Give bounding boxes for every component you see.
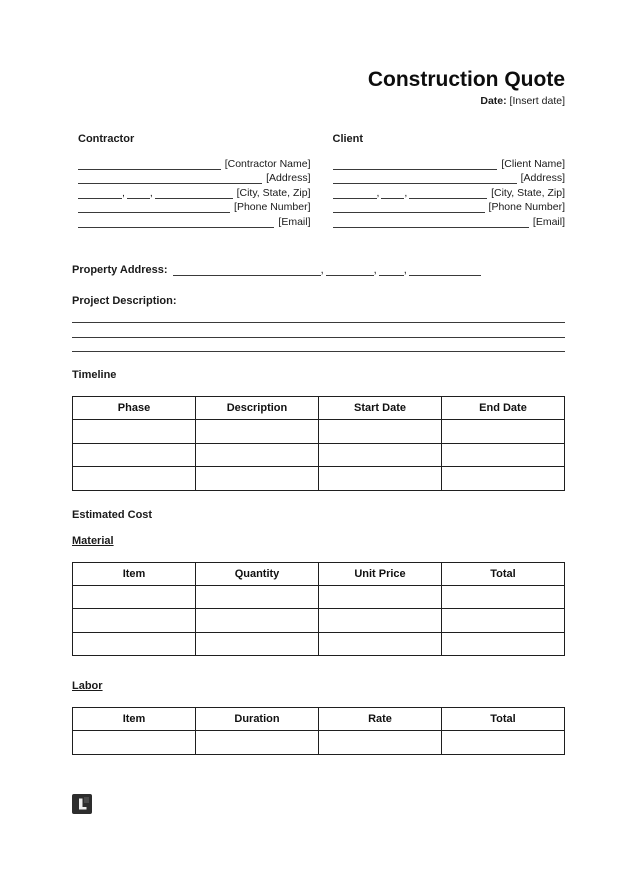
contractor-address-blank-line	[78, 171, 262, 184]
date-label: Date:	[480, 95, 507, 107]
contractor-phone-blank-line	[78, 200, 230, 213]
table-row	[73, 467, 565, 491]
empty-cell	[196, 632, 319, 656]
empty-cell	[442, 731, 565, 755]
contractor-heading: Contractor	[78, 133, 135, 145]
contractor-phone-row	[78, 199, 311, 214]
material-header-row	[73, 562, 565, 585]
empty-cell	[442, 420, 565, 444]
table-row	[73, 632, 565, 656]
property-zip-blank-line	[409, 263, 481, 276]
client-name-label: [Client Name]	[501, 157, 565, 170]
comma-separator: ,	[320, 263, 324, 276]
labor-heading: Labor	[72, 680, 103, 692]
empty-cell	[319, 731, 442, 755]
empty-cell	[442, 467, 565, 491]
timeline-col-description: Description	[196, 397, 319, 420]
material-col-item: Item	[73, 562, 196, 585]
client-address-label: [Address]	[520, 172, 565, 184]
project-description-lines	[72, 309, 565, 353]
contractor-state-blank-line	[127, 186, 150, 199]
empty-cell	[319, 632, 442, 656]
empty-cell	[319, 585, 442, 609]
empty-cell	[73, 420, 196, 444]
labor-col-item: Item	[73, 708, 196, 731]
parties-section	[72, 133, 565, 228]
client-city-row	[333, 184, 566, 199]
date-value: [Insert date]	[509, 95, 565, 107]
empty-cell	[73, 632, 196, 656]
contractor-email-label: [Email]	[278, 215, 311, 228]
date-line	[72, 95, 565, 107]
property-street-blank-line	[173, 263, 321, 276]
client-address-row	[333, 170, 566, 185]
material-heading: Material	[72, 534, 114, 547]
client-name-blank-line	[333, 157, 498, 170]
labor-col-duration: Duration	[196, 708, 319, 731]
legal-templates-logo-icon	[72, 794, 92, 814]
contractor-email-blank-line	[78, 215, 274, 228]
material-col-total: Total	[442, 562, 565, 585]
project-description-label: Project Description:	[72, 294, 177, 307]
empty-cell	[73, 467, 196, 491]
comma-separator: ,	[373, 263, 377, 276]
empty-cell	[442, 585, 565, 609]
empty-cell	[442, 609, 565, 633]
comma-separator: ,	[149, 186, 153, 199]
property-address-label: Property Address:	[72, 263, 168, 276]
empty-cell	[319, 443, 442, 467]
contractor-fields	[78, 155, 311, 228]
timeline-col-end-date: End Date	[442, 397, 565, 420]
contractor-address-label: [Address]	[266, 172, 311, 184]
client-phone-row	[333, 199, 566, 214]
material-col-quantity: Quantity	[196, 562, 319, 585]
client-phone-blank-line	[333, 200, 485, 213]
client-address-blank-line	[333, 171, 517, 184]
labor-col-rate: Rate	[319, 708, 442, 731]
description-blank-line	[72, 323, 565, 338]
client-name-row	[333, 155, 566, 170]
empty-cell	[196, 609, 319, 633]
page-title: Construction Quote	[367, 68, 565, 91]
empty-cell	[196, 467, 319, 491]
contractor-city-blank-line	[78, 186, 122, 199]
empty-cell	[442, 443, 565, 467]
contractor-name-blank-line	[78, 157, 221, 170]
empty-cell	[73, 609, 196, 633]
client-heading: Client	[332, 133, 364, 145]
document-page	[0, 68, 640, 896]
labor-header-row	[73, 708, 565, 731]
client-zip-blank-line	[409, 186, 487, 199]
client-email-label: [Email]	[532, 215, 565, 228]
property-city-blank-line	[326, 263, 374, 276]
client-email-blank-line	[333, 215, 529, 228]
empty-cell	[196, 420, 319, 444]
material-col-unit-price: Unit Price	[319, 562, 442, 585]
timeline-heading: Timeline	[72, 369, 117, 381]
labor-col-total: Total	[442, 708, 565, 731]
property-address-row	[72, 261, 565, 276]
contractor-email-row	[78, 213, 311, 228]
comma-separator: ,	[376, 186, 380, 199]
timeline-header-row	[73, 397, 565, 420]
client-state-blank-line	[381, 186, 404, 199]
table-row	[73, 443, 565, 467]
description-blank-line	[72, 309, 565, 324]
contractor-section	[78, 133, 311, 228]
table-row	[73, 420, 565, 444]
contractor-city-label: [City, State, Zip]	[236, 186, 311, 199]
table-row	[73, 585, 565, 609]
client-city-blank-line	[333, 186, 377, 199]
description-blank-line	[72, 338, 565, 353]
client-email-row	[333, 213, 566, 228]
client-city-label: [City, State, Zip]	[491, 186, 565, 199]
empty-cell	[319, 467, 442, 491]
table-row	[73, 609, 565, 633]
property-state-blank-line	[379, 263, 404, 276]
client-fields	[333, 155, 566, 228]
timeline-table	[72, 396, 565, 491]
contractor-phone-label: [Phone Number]	[234, 201, 311, 213]
comma-separator: ,	[403, 263, 407, 276]
contractor-zip-blank-line	[155, 186, 233, 199]
comma-separator: ,	[404, 186, 408, 199]
client-phone-label: [Phone Number]	[488, 201, 565, 213]
material-table	[72, 562, 565, 657]
timeline-col-phase: Phase	[73, 397, 196, 420]
client-section	[333, 133, 566, 228]
empty-cell	[196, 731, 319, 755]
table-row	[73, 731, 565, 755]
comma-separator: ,	[122, 186, 125, 199]
timeline-col-start-date: Start Date	[319, 397, 442, 420]
empty-cell	[196, 585, 319, 609]
contractor-address-row	[78, 170, 311, 185]
contractor-city-row	[78, 184, 311, 199]
empty-cell	[319, 609, 442, 633]
empty-cell	[442, 632, 565, 656]
empty-cell	[73, 731, 196, 755]
empty-cell	[73, 443, 196, 467]
labor-table	[72, 707, 565, 755]
estimated-cost-heading: Estimated Cost	[72, 508, 153, 521]
empty-cell	[196, 443, 319, 467]
empty-cell	[319, 420, 442, 444]
empty-cell	[73, 585, 196, 609]
contractor-name-label: [Contractor Name]	[224, 157, 311, 170]
contractor-name-row	[78, 155, 311, 170]
